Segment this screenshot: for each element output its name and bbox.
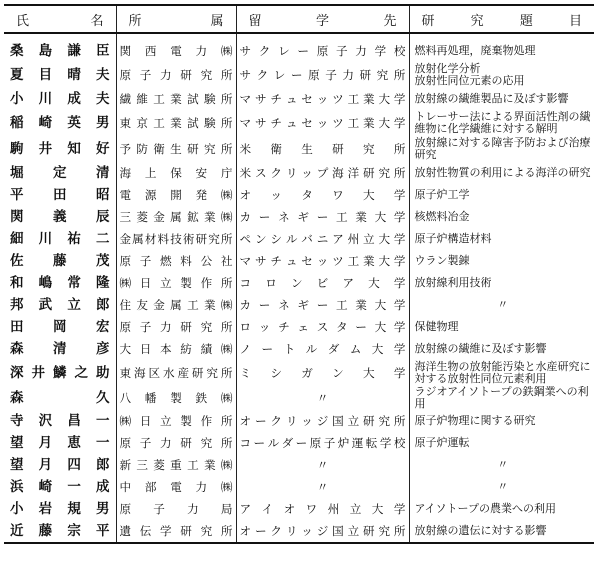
table-row: [4, 40, 594, 62]
spread-text: 邦 武 立 郎: [10, 296, 110, 313]
spread-text: 浜 崎 一 成: [10, 478, 110, 495]
spread-text: 原 子 力 局: [119, 501, 233, 516]
spread-text: 森 久: [10, 389, 110, 406]
cell-name: [4, 294, 116, 316]
spread-text: オ ー ク リ ッ ジ 国 立 研 究 所: [239, 523, 406, 538]
spread-text: コ ロ ン ビ ア 大 学: [239, 275, 406, 290]
cell-affiliation: [116, 386, 236, 410]
spread-text: 小 岩 規 男: [10, 500, 110, 517]
header-topic: [409, 5, 594, 33]
table-row: [4, 294, 594, 316]
cell-name: [4, 476, 116, 498]
cell-topic: ウラン製錬: [409, 250, 594, 272]
cell-topic: 放射線の遺伝に対する影響: [409, 520, 594, 543]
cell-topic: トレーサー法による界面活性剤の繊維物に化学繊維に対する解明: [409, 110, 594, 136]
cell-name: [4, 498, 116, 520]
cell-name: [4, 184, 116, 206]
cell-name: [4, 110, 116, 136]
cell-affiliation: [116, 476, 236, 498]
spread-text: 原 子 力 研 究 所: [119, 435, 233, 450]
header-char: 究: [470, 13, 484, 29]
cell-topic: 原子炉物理に関する研究: [409, 410, 594, 432]
header-destination-label: [237, 10, 409, 29]
cell-affiliation: [116, 338, 236, 360]
cell-affiliation: [116, 206, 236, 228]
table-row: [4, 476, 594, 498]
spread-text: ノ ー ト ル ダ ム 大 学: [239, 341, 406, 356]
cell-topic: 〃: [409, 454, 594, 476]
header-char: 先: [383, 13, 397, 29]
cell-destination: [236, 410, 409, 432]
cell-topic: 放射線利用技術: [409, 272, 594, 294]
cell-affiliation: [116, 454, 236, 476]
spread-text: 原 子 力 研 究 所: [119, 67, 233, 82]
cell-name: [4, 360, 116, 386]
cell-topic: ラジオアイソトープの鉄鋼業への利用: [409, 386, 594, 410]
cell-affiliation: [116, 272, 236, 294]
cell-name: [4, 410, 116, 432]
cell-topic: 〃: [409, 294, 594, 316]
spread-text: オ ッ タ ワ 大 学: [239, 187, 406, 202]
spread-text: マ サ チ ュ セ ッ ツ 工 業 大 学: [239, 91, 406, 106]
cell-name: [4, 520, 116, 543]
table-row: [4, 520, 594, 543]
table-row: [4, 162, 594, 184]
cell-topic: 放射線の繊維製品に及ぼす影響: [409, 88, 594, 110]
cell-destination: [236, 206, 409, 228]
cell-topic: 原子炉構造材料: [409, 228, 594, 250]
table-row: [4, 136, 594, 162]
cell-topic: 保健物理: [409, 316, 594, 338]
cell-affiliation: [116, 294, 236, 316]
cell-topic: 放射性物質の利用による海洋の研究: [409, 162, 594, 184]
cell-destination: 〃: [236, 386, 409, 410]
spread-text: 原 子 力 研 究 所: [119, 319, 233, 334]
cell-destination: [236, 88, 409, 110]
cell-destination: [236, 110, 409, 136]
cell-topic: 原子炉運転: [409, 432, 594, 454]
header-char: 名: [90, 13, 104, 29]
table-row: [4, 316, 594, 338]
spread-text: 遺 伝 学 研 究 所: [119, 523, 233, 538]
spread-text: 深 井 鱗 之 助: [10, 364, 110, 381]
table-body: [4, 33, 594, 543]
cell-topic: 燃料再処理，廃棄物処理: [409, 40, 594, 62]
spread-text: 近 藤 宗 平: [10, 522, 110, 539]
cell-topic: 放射化学分析 放射性同位元素の応用: [409, 62, 594, 88]
cell-affiliation: [116, 250, 236, 272]
spread-text: 夏 目 晴 夫: [10, 66, 110, 83]
spread-text: 新 三 菱 重 工 業 ㈱: [119, 457, 233, 472]
cell-affiliation: [116, 316, 236, 338]
spread-text: 堀 定 清: [10, 164, 110, 181]
spread-text: 東 京 工 業 試 験 所: [119, 115, 233, 130]
cell-destination: [236, 294, 409, 316]
table-row: [4, 338, 594, 360]
cell-affiliation: [116, 520, 236, 543]
spread-text: 桑 島 謙 臣: [10, 42, 110, 59]
cell-affiliation: [116, 410, 236, 432]
table-row: [4, 250, 594, 272]
table-row: [4, 206, 594, 228]
cell-topic: アイソトープの農業への利用: [409, 498, 594, 520]
header-char: 目: [568, 13, 582, 29]
cell-destination: 〃: [236, 454, 409, 476]
cell-affiliation: [116, 432, 236, 454]
spread-text: 三 菱 金 属 鉱 業 ㈱: [119, 209, 233, 224]
cell-name: [4, 432, 116, 454]
spread-text: 繊 維 工 業 試 験 所: [119, 91, 233, 106]
cell-destination: [236, 228, 409, 250]
header-char: 氏: [16, 13, 30, 29]
cell-destination: [236, 272, 409, 294]
cell-affiliation: [116, 62, 236, 88]
study-abroad-table: [4, 4, 594, 544]
cell-destination: [236, 250, 409, 272]
spread-text: 寺 沢 昌 一: [10, 412, 110, 429]
header-affiliation-label: [117, 10, 236, 29]
header-char: 学: [315, 13, 329, 29]
cell-destination: [236, 316, 409, 338]
table-row: [4, 184, 594, 206]
table-row: [4, 432, 594, 454]
spread-text: 原 子 燃 料 公 社: [119, 253, 233, 268]
cell-affiliation: [116, 498, 236, 520]
spread-text: 細 川 祐 二: [10, 230, 110, 247]
cell-name: [4, 272, 116, 294]
spread-text: 森 清 彦: [10, 340, 110, 357]
cell-affiliation: [116, 110, 236, 136]
cell-name: [4, 62, 116, 88]
spread-text: サ ク レ ー 原 子 力 研 究 所: [239, 67, 406, 82]
spread-text: 和 嶋 常 隆: [10, 274, 110, 291]
cell-name: [4, 228, 116, 250]
cell-topic: 原子炉工学: [409, 184, 594, 206]
table-row: [4, 360, 594, 386]
spread-text: ㈱ 日 立 製 作 所: [119, 413, 233, 428]
spread-text: コ ー ル ダ ー 原 子 炉 運 転 学 校: [239, 435, 406, 450]
spread-text: カ ー ネ ギ ー 工 業 大 学: [239, 209, 406, 224]
spread-text: 米 ス ク リ ッ プ 海 洋 研 究 所: [239, 165, 406, 180]
cell-name: [4, 386, 116, 410]
table-row: [4, 498, 594, 520]
header-topic-label: [410, 10, 595, 29]
cell-name: [4, 316, 116, 338]
spread-text: マ サ チ ュ セ ッ ツ 工 業 大 学: [239, 253, 406, 268]
spread-text: 住 友 金 属 工 業 ㈱: [119, 297, 233, 312]
cell-name: [4, 88, 116, 110]
spread-text: 海 上 保 安 庁: [119, 165, 233, 180]
spread-text: 望 月 四 郎: [10, 456, 110, 473]
cell-affiliation: [116, 184, 236, 206]
spread-text: ㈱ 日 立 製 作 所: [119, 275, 233, 290]
cell-name: [4, 454, 116, 476]
cell-affiliation: [116, 136, 236, 162]
cell-affiliation: [116, 88, 236, 110]
spread-text: 関 義 辰: [10, 208, 110, 225]
cell-topic: 放射線の繊維に及ぼす影響: [409, 338, 594, 360]
cell-destination: [236, 62, 409, 88]
table-row: [4, 228, 594, 250]
header-char: 所: [128, 13, 142, 29]
spread-text: 金 属 材 料 技 術 研 究 所: [119, 231, 233, 246]
header-char: 題: [519, 13, 533, 29]
cell-destination: [236, 136, 409, 162]
spread-text: 佐 藤 茂: [10, 252, 110, 269]
cell-destination: [236, 338, 409, 360]
cell-affiliation: [116, 40, 236, 62]
spread-text: 米 衛 生 研 究 所: [239, 141, 406, 156]
header-affiliation: [116, 5, 236, 33]
spread-text: 東 海 区 水 産 研 究 所: [119, 365, 233, 380]
cell-destination: [236, 162, 409, 184]
spread-text: 小 川 成 夫: [10, 90, 110, 107]
cell-name: [4, 162, 116, 184]
spread-text: 大 日 本 紡 績 ㈱: [119, 341, 233, 356]
cell-topic: 放射線に対する障害予防および治療研究: [409, 136, 594, 162]
spread-text: ミ シ ガ ン 大 学: [239, 365, 406, 380]
spread-text: 中 部 電 力 ㈱: [119, 479, 233, 494]
spread-text: ペ ン シ ル バ ニ ア 州 立 大 学: [239, 231, 406, 246]
spread-text: ロ ッ チ ェ ス タ ー 大 学: [239, 319, 406, 334]
cell-destination: [236, 498, 409, 520]
spread-text: 八 幡 製 鉄 ㈱: [119, 390, 233, 405]
cell-destination: 〃: [236, 476, 409, 498]
cell-destination: [236, 360, 409, 386]
spread-text: 望 月 恵 一: [10, 434, 110, 451]
spread-text: 関 西 電 力 ㈱: [119, 43, 233, 58]
cell-name: [4, 250, 116, 272]
header-char: 属: [210, 13, 224, 29]
spread-text: 稲 崎 英 男: [10, 114, 110, 131]
document-page: [4, 4, 594, 560]
table-row: [4, 88, 594, 110]
cell-destination: [236, 40, 409, 62]
spread-text: マ サ チ ュ セ ッ ツ 工 業 大 学: [239, 115, 406, 130]
header-name-label: [4, 10, 116, 29]
table-row: [4, 386, 594, 410]
spread-text: 電 源 開 発 ㈱: [119, 187, 233, 202]
cell-topic: 〃: [409, 476, 594, 498]
spread-text: 平 田 昭: [10, 186, 110, 203]
spread-text: 駒 井 知 好: [10, 140, 110, 157]
table-row: [4, 410, 594, 432]
cell-topic: 核燃料冶金: [409, 206, 594, 228]
cell-destination: [236, 432, 409, 454]
cell-affiliation: [116, 228, 236, 250]
table-row: [4, 110, 594, 136]
spread-text: ア イ オ ワ 州 立 大 学: [239, 501, 406, 516]
cell-name: [4, 40, 116, 62]
table-row: [4, 272, 594, 294]
cell-name: [4, 206, 116, 228]
spread-text: サ ク レ ー 原 子 力 学 校: [239, 43, 406, 58]
table-row: [4, 62, 594, 88]
spread-text: カ ー ネ ギ ー 工 業 大 学: [239, 297, 406, 312]
header-char: 留: [248, 13, 262, 29]
cell-name: [4, 136, 116, 162]
spread-text: 予 防 衛 生 研 究 所: [119, 141, 233, 156]
cell-destination: [236, 520, 409, 543]
spread-text: 田 岡 宏: [10, 318, 110, 335]
cell-affiliation: [116, 360, 236, 386]
cell-destination: [236, 184, 409, 206]
spread-text: オ ー ク リ ッ ジ 国 立 研 究 所: [239, 413, 406, 428]
header-name: [4, 5, 116, 33]
cell-name: [4, 338, 116, 360]
table-row: [4, 454, 594, 476]
header-row: [4, 5, 594, 33]
cell-affiliation: [116, 162, 236, 184]
cell-topic: 海洋生物の放射能汚染と水産研究に対する放射性同位元素利用: [409, 360, 594, 386]
header-destination: [236, 5, 409, 33]
header-char: 研: [421, 13, 435, 29]
spacer-row: [4, 33, 594, 40]
